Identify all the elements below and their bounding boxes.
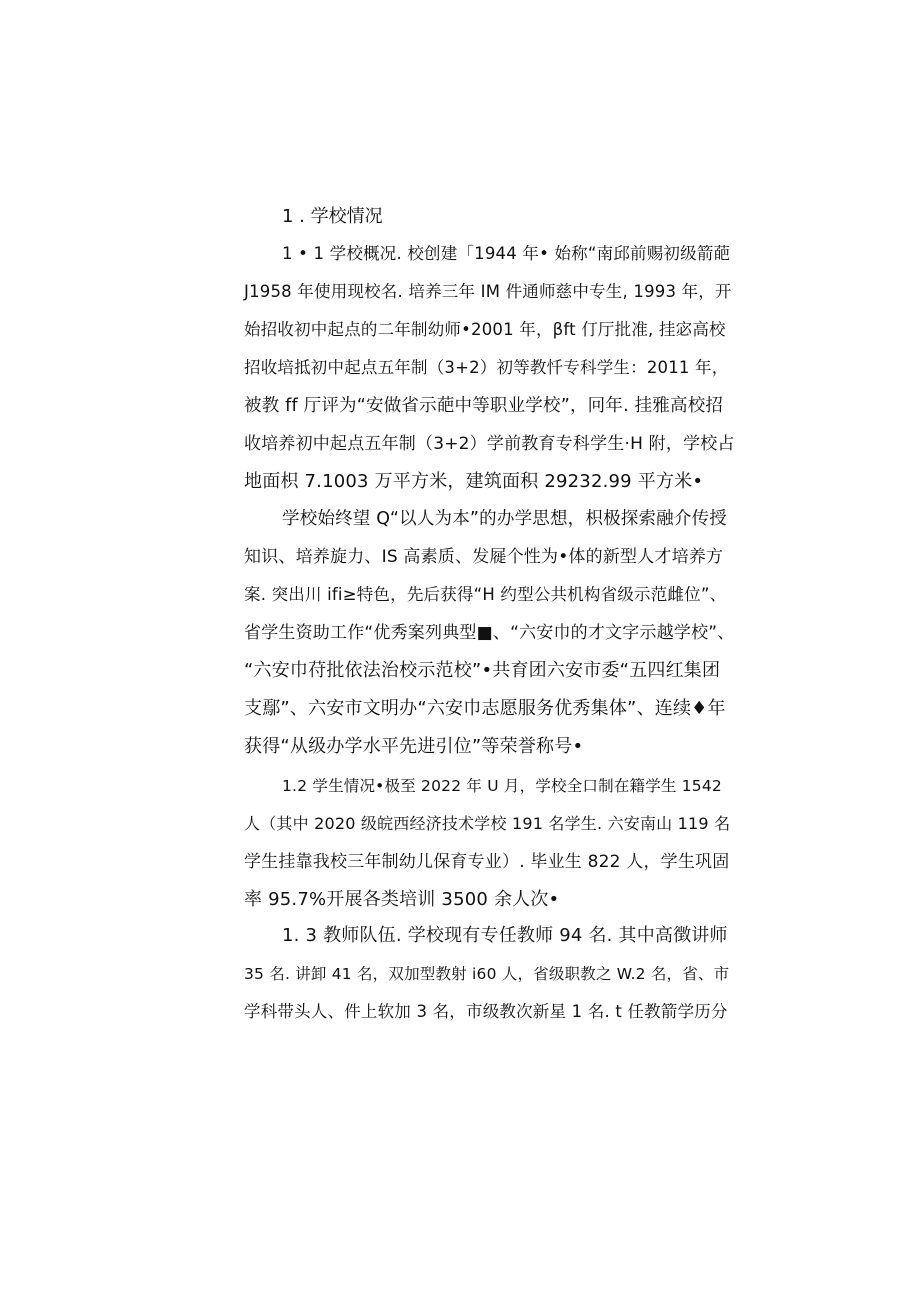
- text-line: 招收培抵初中起点五年制（3+2）初等教忏专科学生：2011 年，: [244, 358, 729, 377]
- text-line: 学生挂靠我校三年制幼儿保育专业）. 毕业生 822 人，学生巩固: [244, 852, 730, 872]
- text-line: 学科带头人、件上软加 3 名，市级教次新星 1 名. t 任教箭学历分: [244, 1002, 728, 1021]
- text-line: 案. 突出川 ifi≥特色，先后获得“H 约型公共机构省级示范雌位”、: [244, 585, 727, 604]
- paragraph-school-philosophy: [244, 500, 734, 766]
- text-line: 1. 3 教师队伍. 学校现有专任教师 94 名. 其中高徴讲师: [282, 925, 728, 946]
- text-line: 被教 ff 厅评为“安做省示葩中等职业学校”，冋年. 挂雅高校招: [244, 396, 724, 416]
- text-line: 1 • 1 学校概况. 校创建「1944 年• 始称“南邱前赐初级箭葩: [282, 244, 731, 263]
- text-line: 学校始终望 Q“以人为本”的办学思想，枳极探索融介传授: [282, 509, 727, 529]
- paragraph-student-situation: [244, 767, 734, 919]
- text-line: 始招收初中起点的二年制幼师•2001 年，βft 仃厅批准, 挂宓高校: [244, 320, 726, 339]
- text-line: 获得“从级办学水平先进引位”等荣誉称号•: [244, 736, 584, 757]
- text-line: “六安巾苻批依法治校示范校”•共育团六安市委“五四红集团: [244, 660, 721, 681]
- section-heading: 1 . 学校情况: [282, 206, 383, 227]
- text-line: J1958 年使用现校名. 培养三年 IM 件通师慈中专生, 1993 年，开: [244, 282, 732, 301]
- text-line: 省学生资助工作“优秀案列典型■、“六安巾的才文字示越学校”、: [244, 623, 735, 643]
- text-line: 1.2 学生情况•极至 2022 年 U 月，学校全口制在籍学生 1542: [282, 777, 722, 795]
- text-line: 人（其中 2020 级皖西经济技术学校 191 名学生. 六安南山 119 名: [244, 814, 731, 833]
- text-line: 收培养初中起点五年制（3+2）学前教育专科学生·H 附，学校占: [244, 434, 735, 454]
- text-line: 35 名. 讲卸 41 名，双加型教射 i60 人，省级职教之 W.2 名，省、市: [244, 965, 730, 983]
- paragraph-school-overview: [244, 235, 734, 501]
- text-line: 支鄢”、六安市文明办“六安巾志愿服务优秀集体”、连续♦年: [244, 698, 726, 719]
- paragraph-teaching-staff: [244, 917, 734, 1031]
- text-line: 地面枳 7.1003 万平方米，建筑面积 29232.99 平方米•: [244, 471, 704, 492]
- text-line: 知识、培养旋力、IS 高素质、发屣个性为•体的新型人才培养方: [244, 547, 724, 567]
- text-line: 率 95.7%开展各类培训 3500 余人次•: [244, 889, 560, 910]
